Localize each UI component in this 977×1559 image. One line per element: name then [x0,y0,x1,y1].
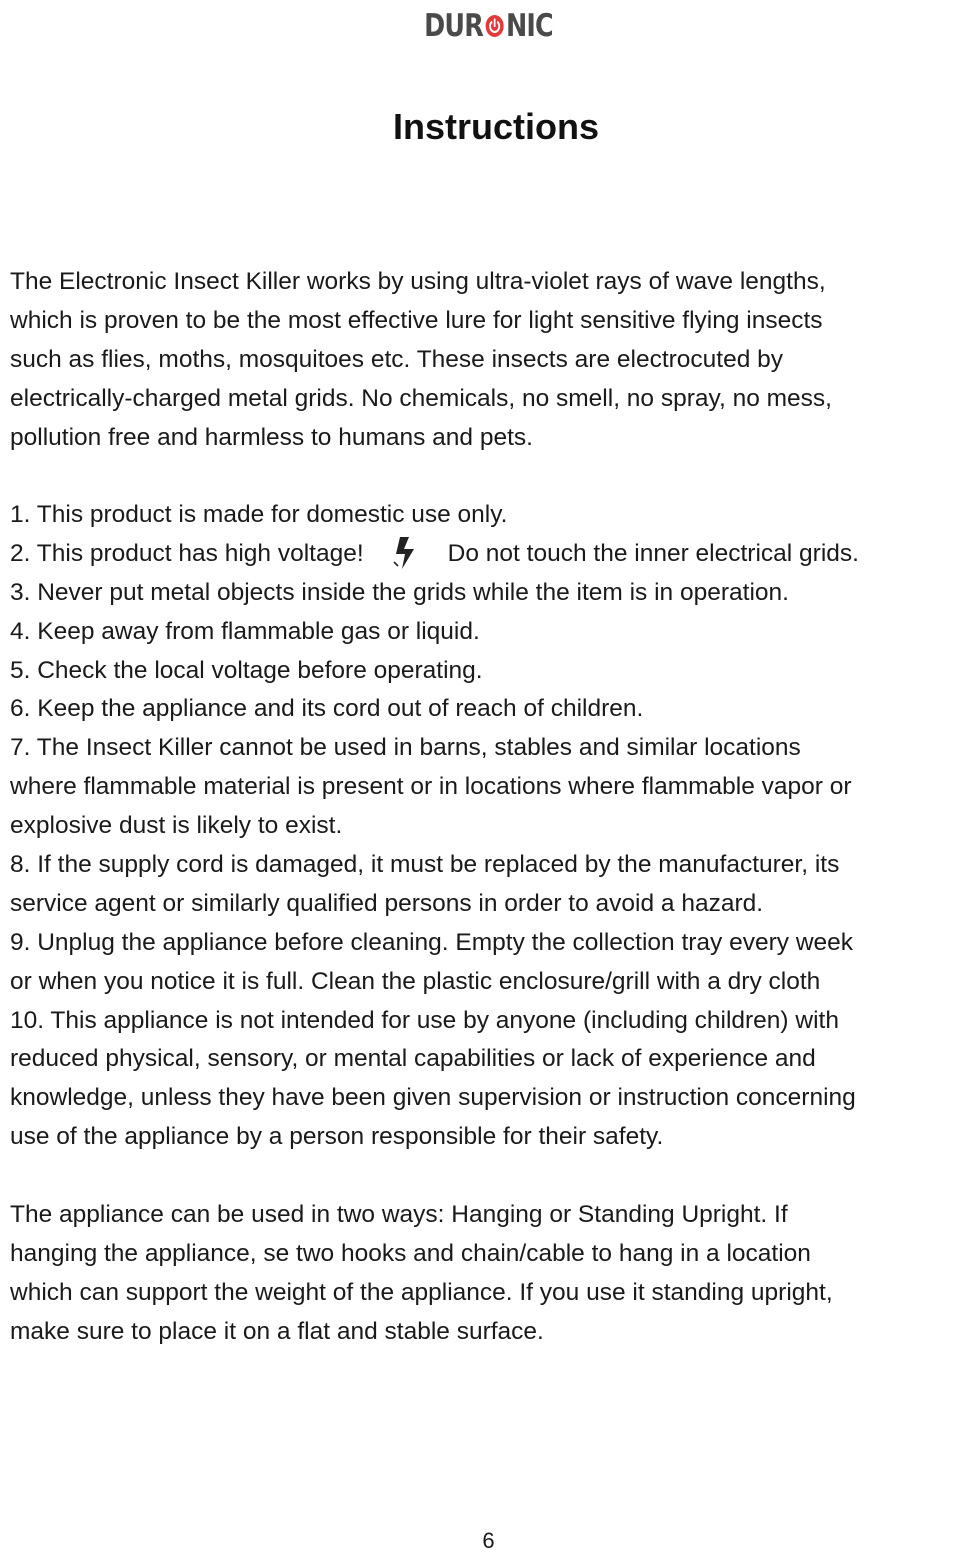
usage-paragraph [10,1196,975,1352]
list-item-7-cont: explosive dust is likely to exist. [10,812,343,840]
list-item-6: 6. Keep the appliance and its cord out of reach of children. [10,695,644,723]
list-item-10: 10. This appliance is not intended for use by anyone (including children) with [10,1006,839,1034]
high-voltage-icon [392,536,418,570]
usage-line: make sure to place it on a flat and stable surface. [10,1317,544,1345]
intro-line: pollution free and harmless to humans and pets. [10,423,533,451]
logo-wordmark [424,8,553,44]
list-item-10-cont: knowledge, unless they have been given supervision or instruction concerning [10,1084,856,1112]
list-item-2-text-before: 2. This product has high voltage! [10,539,364,567]
intro-line: The Electronic Insect Killer works by using ultra-violet rays of wave lengths, [10,268,826,295]
list-item-2-text-after: Do not touch the inner electrical grids. [447,539,859,567]
usage-line: which can support the weight of the appliance. If you use it standing upright, [10,1278,833,1306]
list-item-1: 1. This product is made for domestic use only. [10,501,508,528]
instruction-list [10,496,975,1157]
list-item-10-cont: use of the appliance by a person responsible for their safety. [10,1123,664,1151]
intro-line: such as flies, moths, mosquitoes etc. These insects are electrocuted by [10,345,784,373]
list-item-2 [10,535,975,574]
list-item-7-cont: where flammable material is present or in locations where flammable vapor or [10,773,852,801]
logo-text-right: NIC [505,8,553,44]
list-item-5: 5. Check the local voltage before operating. [10,656,483,684]
power-icon [485,14,505,38]
usage-line: hanging the appliance, se two hooks and chain/cable to hang in a location [10,1239,811,1267]
intro-line: electrically-charged metal grids. No chemicals, no smell, no spray, no mess, [10,384,832,412]
list-item-9-cont: or when you notice it is full. Clean the plastic enclosure/grill with a dry cloth [10,967,821,995]
page-title: Instructions [392,106,599,147]
logo-text-left: DUR [424,8,483,44]
page-number: 6 [482,1528,495,1553]
list-item-9: 9. Unplug the appliance before cleaning. Empty the collection tray every week [10,928,854,956]
list-item-8-cont: service agent or similarly qualified persons in order to avoid a hazard. [10,889,764,917]
list-item-10-cont: reduced physical, sensory, or mental capabilities or lack of experience and [10,1045,816,1073]
list-item-7: 7. The Insect Killer cannot be used in barns, stables and similar locations [10,734,801,762]
list-item-3: 3. Never put metal objects inside the grids while the item is in operation. [10,578,789,606]
intro-line: which is proven to be the most effective lure for light sensitive flying insects [10,306,823,334]
list-item-8: 8. If the supply cord is damaged, it must be replaced by the manufacturer, its [10,851,840,879]
intro-paragraph [10,263,975,457]
usage-line: The appliance can be used in two ways: Hanging or Standing Upright. If [10,1201,788,1228]
list-item-4: 4. Keep away from flammable gas or liquid. [10,617,480,645]
duronic-logo [0,6,977,46]
